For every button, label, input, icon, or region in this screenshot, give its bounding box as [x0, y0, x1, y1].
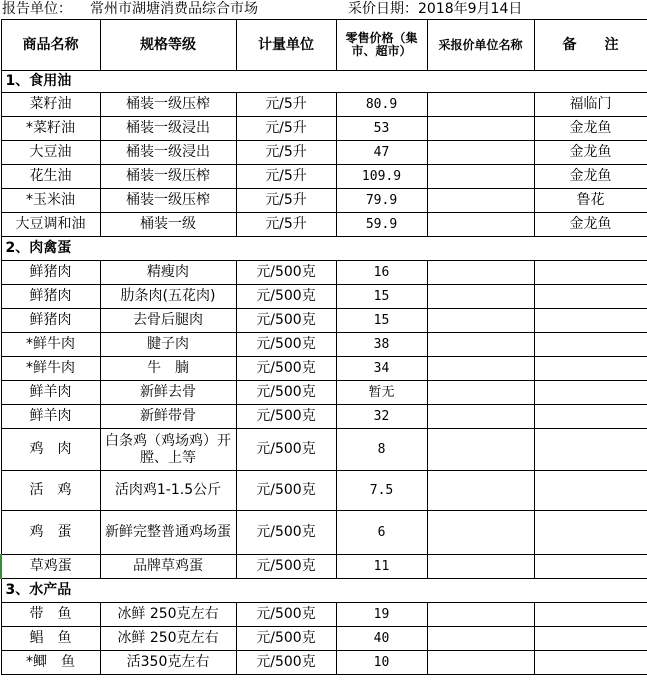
- cell-name: 鲜羊肉: [1, 405, 100, 429]
- cell-price: 53: [336, 117, 427, 141]
- cell-note: 金龙鱼: [534, 165, 647, 189]
- cell-source: [427, 261, 534, 285]
- cell-name: *鲜牛肉: [1, 357, 100, 381]
- cell-name: 鸡 肉: [1, 429, 100, 471]
- table-row: [1, 651, 647, 675]
- report-header: [0, 0, 647, 19]
- cell-unit: 元/500克: [236, 381, 336, 405]
- cell-price: 79.9: [336, 189, 427, 213]
- cell-name: *菜籽油: [1, 117, 100, 141]
- cell-note: 金龙鱼: [534, 117, 647, 141]
- cell-name: 鲳 鱼: [1, 627, 100, 651]
- cell-source: [427, 555, 534, 579]
- cell-note: [534, 285, 647, 309]
- cell-name: 鲜猪肉: [1, 261, 100, 285]
- section-title: 1、食用油: [1, 71, 647, 93]
- cell-price: 47: [336, 141, 427, 165]
- cell-price: 11: [336, 555, 427, 579]
- cell-name: 带 鱼: [1, 603, 100, 627]
- cell-spec: 桶装一级压榨: [100, 189, 236, 213]
- cell-unit: 元/500克: [236, 511, 336, 555]
- cell-price: 16: [336, 261, 427, 285]
- table-row: [1, 141, 647, 165]
- cell-source: [427, 213, 534, 237]
- cell-price: 40: [336, 627, 427, 651]
- cell-spec: 白条鸡（鸡场鸡）开膛、上等: [100, 429, 236, 471]
- cell-unit: 元/500克: [236, 285, 336, 309]
- cell-source: [427, 651, 534, 675]
- report-date: 采价日期：2018年9月14日: [348, 1, 523, 17]
- table-row: [1, 381, 647, 405]
- col-header-source: 采报价单位名称: [427, 20, 534, 71]
- cell-spec: 去骨后腿肉: [100, 309, 236, 333]
- price-table: [0, 19, 647, 675]
- cell-spec: 新鲜带骨: [100, 405, 236, 429]
- cell-unit: 元/5升: [236, 141, 336, 165]
- cell-price: 暂无: [336, 381, 427, 405]
- cell-price: 34: [336, 357, 427, 381]
- cell-note: [534, 261, 647, 285]
- cell-unit: 元/500克: [236, 333, 336, 357]
- cell-source: [427, 511, 534, 555]
- table-row: [1, 333, 647, 357]
- cell-name: 鲜猪肉: [1, 285, 100, 309]
- cell-source: [427, 381, 534, 405]
- cell-note: [534, 627, 647, 651]
- cell-unit: 元/500克: [236, 651, 336, 675]
- cell-unit: 元/500克: [236, 261, 336, 285]
- cell-unit: 元/5升: [236, 117, 336, 141]
- cell-spec: 桶装一级压榨: [100, 165, 236, 189]
- table-row: [1, 261, 647, 285]
- col-header-price: 零售价格（集市、超市）: [336, 20, 427, 71]
- section-title: 3、水产品: [1, 579, 647, 603]
- table-row: [1, 309, 647, 333]
- table-row: [1, 555, 647, 579]
- section-row: [1, 71, 647, 93]
- cell-spec: 活350克左右: [100, 651, 236, 675]
- col-header-spec: 规格等级: [100, 20, 236, 71]
- cell-unit: 元/500克: [236, 429, 336, 471]
- cell-spec: 肋条肉(五花肉): [100, 285, 236, 309]
- cell-source: [427, 285, 534, 309]
- cell-price: 8: [336, 429, 427, 471]
- cell-note: 金龙鱼: [534, 213, 647, 237]
- cell-unit: 元/500克: [236, 357, 336, 381]
- cell-price: 32: [336, 405, 427, 429]
- table-row: [1, 165, 647, 189]
- cell-price: 15: [336, 285, 427, 309]
- table-row: [1, 627, 647, 651]
- cell-price: 19: [336, 603, 427, 627]
- column-header-row: [1, 20, 647, 71]
- cell-source: [427, 471, 534, 511]
- cell-spec: 精瘦肉: [100, 261, 236, 285]
- cell-source: [427, 165, 534, 189]
- cell-price: 7.5: [336, 471, 427, 511]
- cell-name: 草鸡蛋: [1, 555, 100, 579]
- cell-name: 鸡 蛋: [1, 511, 100, 555]
- cell-source: [427, 603, 534, 627]
- cell-spec: 活肉鸡1-1.5公斤: [100, 471, 236, 511]
- cell-price: 59.9: [336, 213, 427, 237]
- cell-name: 鲜羊肉: [1, 381, 100, 405]
- cell-unit: 元/500克: [236, 603, 336, 627]
- cell-note: [534, 381, 647, 405]
- cell-source: [427, 429, 534, 471]
- cell-name: *玉米油: [1, 189, 100, 213]
- cell-note: 金龙鱼: [534, 141, 647, 165]
- cell-name: *鲜牛肉: [1, 333, 100, 357]
- section-row: [1, 579, 647, 603]
- table-row: [1, 189, 647, 213]
- cell-spec: 冰鲜 250克左右: [100, 603, 236, 627]
- cell-unit: 元/5升: [236, 165, 336, 189]
- cell-unit: 元/500克: [236, 555, 336, 579]
- cell-spec: 牛 腩: [100, 357, 236, 381]
- col-header-unit: 计量单位: [236, 20, 336, 71]
- section-title: 2、肉禽蛋: [1, 237, 647, 261]
- cell-note: 福临门: [534, 93, 647, 117]
- cell-unit: 元/500克: [236, 627, 336, 651]
- cell-note: 鲁花: [534, 189, 647, 213]
- cell-spec: 腱子肉: [100, 333, 236, 357]
- cell-unit: 元/5升: [236, 93, 336, 117]
- report-unit-value: 常州市湖塘消费品综合市场: [90, 1, 258, 17]
- col-header-name: 商品名称: [1, 20, 100, 71]
- cell-note: [534, 651, 647, 675]
- cell-price: 109.9: [336, 165, 427, 189]
- cell-unit: 元/500克: [236, 405, 336, 429]
- cell-unit: 元/500克: [236, 471, 336, 511]
- cell-price: 6: [336, 511, 427, 555]
- cell-note: [534, 555, 647, 579]
- table-row: [1, 405, 647, 429]
- table-row: [1, 285, 647, 309]
- cell-unit: 元/5升: [236, 213, 336, 237]
- cell-price: 15: [336, 309, 427, 333]
- cell-name: *鲫 鱼: [1, 651, 100, 675]
- table-row: [1, 93, 647, 117]
- cell-name: 鲜猪肉: [1, 309, 100, 333]
- cell-source: [427, 117, 534, 141]
- cell-name: 花生油: [1, 165, 100, 189]
- cell-spec: 新鲜去骨: [100, 381, 236, 405]
- cell-name: 大豆油: [1, 141, 100, 165]
- cell-note: [534, 357, 647, 381]
- cell-note: [534, 309, 647, 333]
- cell-source: [427, 189, 534, 213]
- cell-spec: 新鲜完整普通鸡场蛋: [100, 511, 236, 555]
- cell-name: 活 鸡: [1, 471, 100, 511]
- table-row: [1, 117, 647, 141]
- table-row: [1, 357, 647, 381]
- cell-price: 10: [336, 651, 427, 675]
- cell-source: [427, 141, 534, 165]
- cell-unit: 元/5升: [236, 189, 336, 213]
- cell-name: 大豆调和油: [1, 213, 100, 237]
- cell-source: [427, 627, 534, 651]
- table-row: [1, 429, 647, 471]
- cell-spec: 品牌草鸡蛋: [100, 555, 236, 579]
- cell-price: 80.9: [336, 93, 427, 117]
- cell-note: [534, 471, 647, 511]
- cell-source: [427, 333, 534, 357]
- cell-note: [534, 333, 647, 357]
- cell-note: [534, 429, 647, 471]
- table-row: [1, 471, 647, 511]
- table-row: [1, 603, 647, 627]
- cell-note: [534, 405, 647, 429]
- cell-spec: 桶装一级浸出: [100, 141, 236, 165]
- cell-unit: 元/500克: [236, 309, 336, 333]
- cell-spec: 桶装一级: [100, 213, 236, 237]
- table-row: [1, 213, 647, 237]
- section-row: [1, 237, 647, 261]
- cell-name: 菜籽油: [1, 93, 100, 117]
- cell-price: 38: [336, 333, 427, 357]
- cell-spec: 桶装一级压榨: [100, 93, 236, 117]
- cell-source: [427, 309, 534, 333]
- cell-source: [427, 405, 534, 429]
- table-row: [1, 511, 647, 555]
- cell-source: [427, 93, 534, 117]
- cell-spec: 桶装一级浸出: [100, 117, 236, 141]
- report-unit-label: 报告单位：: [2, 1, 72, 17]
- cell-note: [534, 511, 647, 555]
- cell-note: [534, 603, 647, 627]
- col-header-note: 备 注: [534, 20, 647, 71]
- cell-spec: 冰鲜 250克左右: [100, 627, 236, 651]
- cell-source: [427, 357, 534, 381]
